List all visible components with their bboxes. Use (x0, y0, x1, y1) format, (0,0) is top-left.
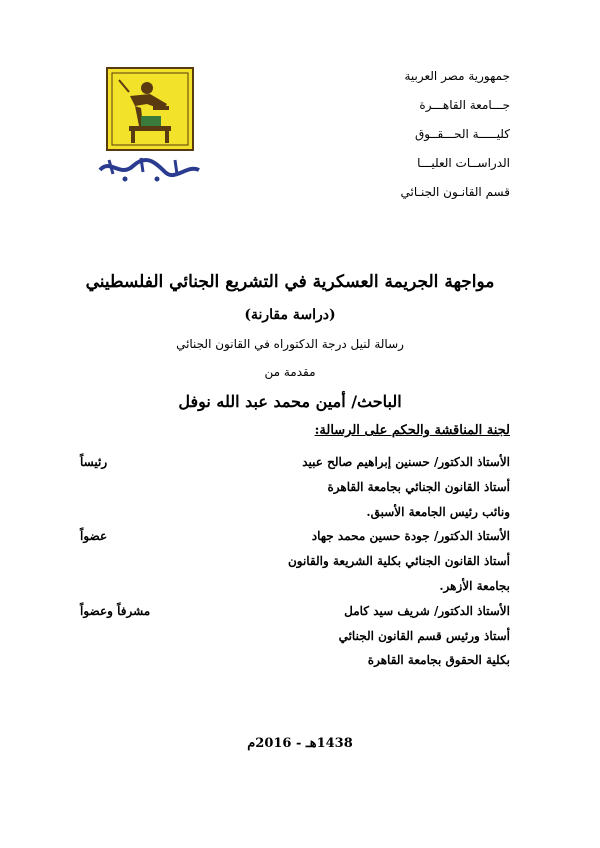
researcher-name: الباحث/ أمين محمد عبد الله نوفل (178, 392, 402, 411)
thesis-subtitle: (دراسة مقارنة) (244, 307, 336, 323)
committee-row-role: عضواً (80, 529, 108, 544)
committee-row-text: أستاذ ورئيس قسم القانون الجنائي (338, 628, 510, 643)
committee-row-text: ونائب رئيس الجامعة الأسبق. (366, 504, 510, 519)
institution-header (310, 68, 510, 213)
committee-row (80, 452, 510, 477)
committee-row-text: الأستاذ الدكتور/ شريف سيد كامل (344, 603, 510, 618)
committee-row-role: رئيساً (80, 455, 108, 469)
committee-row (80, 650, 510, 675)
header-line-department: قسم القانـون الجنـائي (400, 185, 510, 199)
degree-statement: رسالة لنيل درجة الدكتوراه في القانون الجنائي (176, 337, 404, 351)
committee-row (80, 576, 510, 601)
header-line-university: جـــامعة القاهـــرة (419, 98, 510, 112)
presented-by: مقدمة من (264, 365, 316, 379)
committee-row-text: بكلية الحقوق بجامعة القاهرة (367, 653, 510, 668)
header-line-postgraduate: الدراســات العليـــا (417, 156, 510, 170)
committee-row-role: مشرفاً وعضواً (80, 603, 151, 618)
committee-row (80, 526, 510, 551)
committee-row-text: أستاذ القانون الجنائي بكلية الشريعة والقانون (287, 554, 510, 569)
cairo-university-logo (95, 66, 205, 184)
committee-row-text: الأستاذ الدكتور/ حسنين إبراهيم صالح عبيد (302, 455, 510, 469)
committee-heading: لجنة المناقشة والحكم على الرسالة: (314, 423, 510, 438)
committee-row-text: بجامعة الأزهر. (439, 578, 510, 593)
committee-row-text: الأستاذ الدكتور/ جودة حسين محمد جهاد (311, 529, 510, 544)
committee-list (80, 452, 510, 675)
thesis-title: مواجهة الجريمة العسكرية في التشريع الجنائي الفلسطيني (85, 272, 495, 292)
committee-row (80, 626, 510, 651)
header-line-faculty: كليـــــة الحـــقــوق (414, 127, 510, 141)
header-line-country: جمهورية مصر العربية (404, 69, 510, 83)
committee-row (80, 502, 510, 527)
submission-date: 1438هـ - 2016م (247, 736, 353, 751)
committee-row (80, 477, 510, 502)
committee-row (80, 551, 510, 576)
committee-row-text: أستاذ القانون الجنائي بجامعة القاهرة (327, 479, 510, 494)
committee-row (80, 601, 510, 626)
logo-emblem-icon (95, 66, 205, 184)
